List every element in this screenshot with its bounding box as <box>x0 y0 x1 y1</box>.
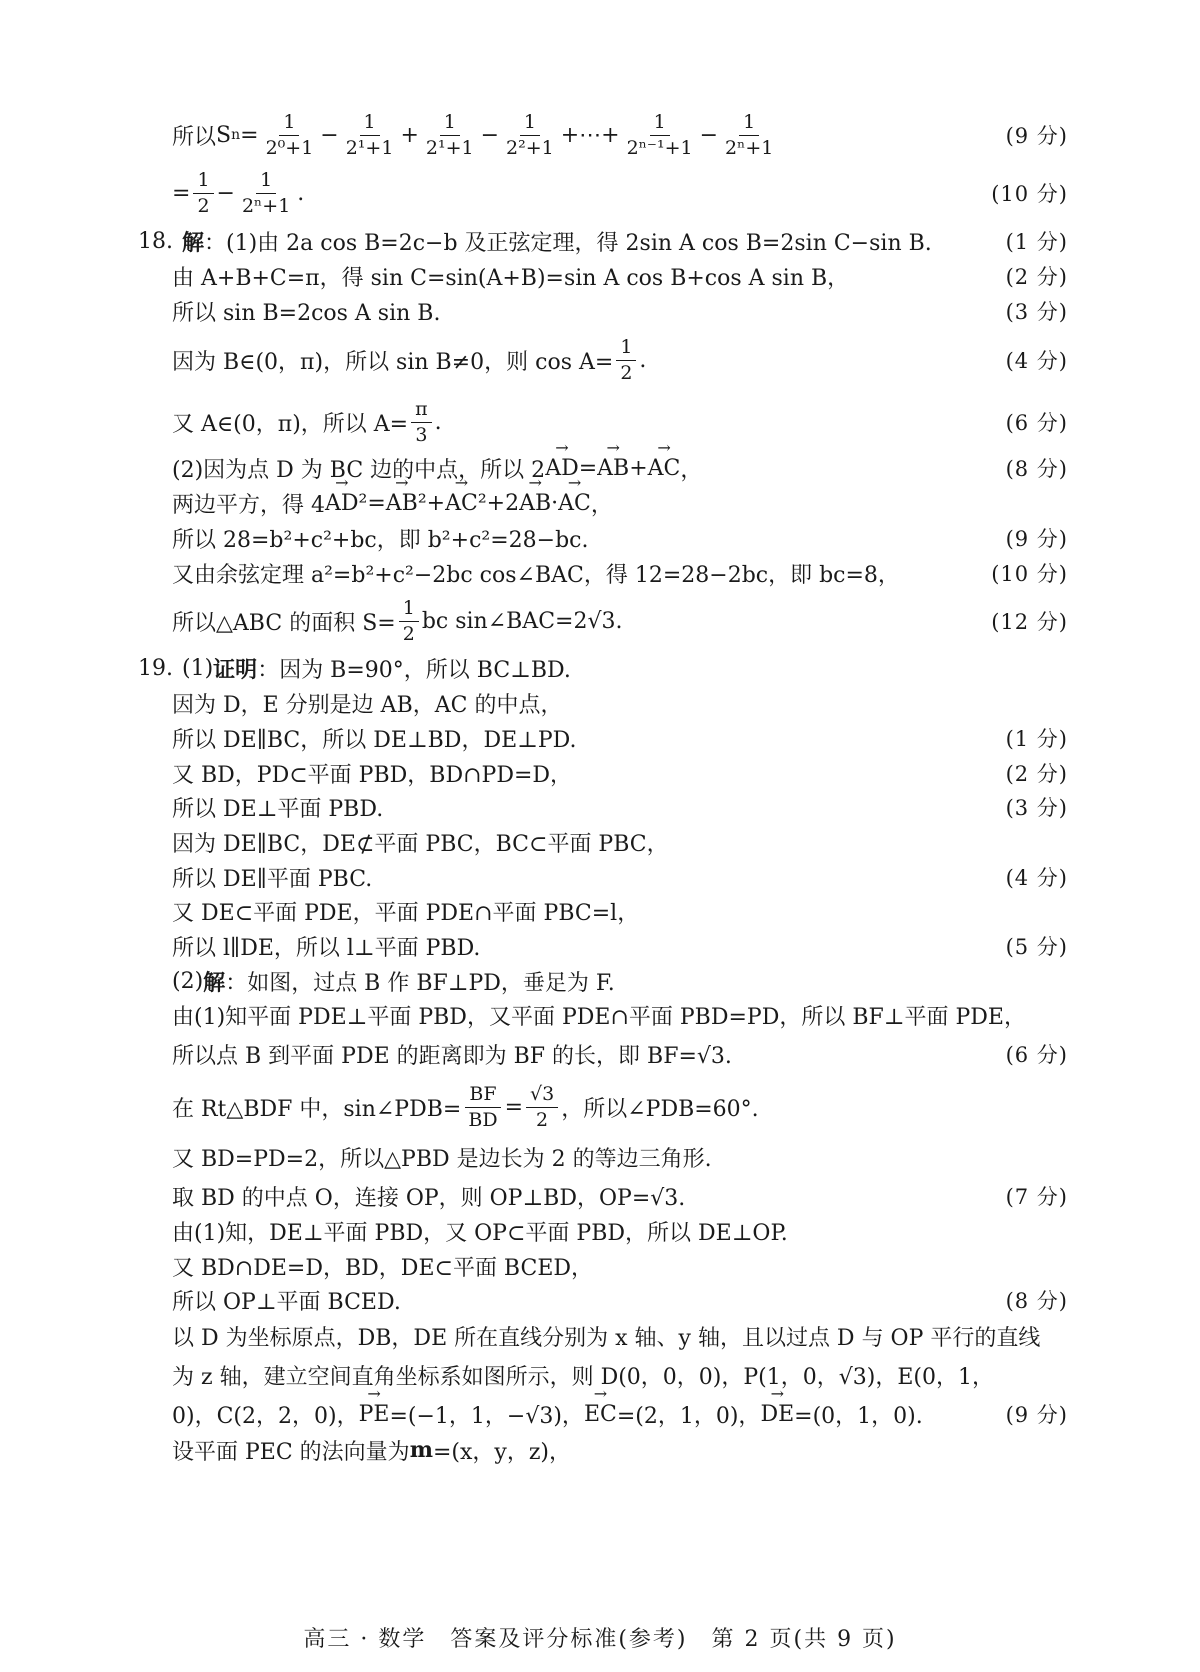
text-line <box>0 1394 1200 1434</box>
text-run: ，所以∠PDB=60°. <box>561 1096 759 1122</box>
text-run: 所以△ABC 的面积 S= <box>172 610 396 636</box>
text-run: bc sin∠BAC=2√3. <box>421 608 623 634</box>
line-text <box>172 1176 685 1216</box>
text-run: 以 D 为坐标原点，DB，DE 所在直线分别为 x 轴、y 轴，且以过点 D 与 OP 平行的直线 <box>172 1325 1041 1351</box>
text-run: 又 A∈(0，π)，所以 A= <box>172 411 409 437</box>
line-text <box>172 787 383 827</box>
text-line <box>0 1430 1200 1470</box>
score-mark: (1 分) <box>1005 230 1068 254</box>
fraction <box>342 112 398 159</box>
line-text <box>172 596 623 645</box>
text-line <box>0 335 1200 384</box>
line-text <box>172 1137 712 1177</box>
fraction <box>399 598 419 645</box>
score-mark: (7 分) <box>1005 1185 1068 1209</box>
text-run: 所以 DE∥BC，所以 DE⊥BD，DE⊥PD. <box>172 727 577 753</box>
denominator: 3 <box>415 423 428 446</box>
vector: → DE <box>760 1402 794 1427</box>
vector: → EC <box>584 1402 617 1427</box>
text-line <box>0 995 1200 1035</box>
score-mark: (12 分) <box>991 610 1068 634</box>
text-line <box>0 1280 1200 1320</box>
fraction <box>526 1084 558 1131</box>
text-run: =(x，y，z)， <box>432 1439 571 1465</box>
line-text <box>172 891 639 931</box>
line-text <box>172 1211 788 1251</box>
score-mark: (8 分) <box>1005 1289 1068 1313</box>
numerator: 1 <box>616 337 636 361</box>
text-run: 由(1)知平面 PDE⊥平面 PBD，又平面 PDE∩平面 PBD=PD，所以 BF⊥平面 PDE， <box>172 1004 1026 1030</box>
text-run: =(−1，1，−√3)， <box>389 1403 584 1429</box>
numerator: 1 <box>399 598 419 622</box>
text-run: ²= <box>358 490 386 516</box>
vector: → AD <box>545 456 579 481</box>
line-text <box>172 1430 571 1470</box>
vector: → AC <box>445 491 478 516</box>
fraction <box>464 1084 501 1131</box>
text-run: + <box>629 455 648 481</box>
text-run: = <box>240 122 259 148</box>
denominator: 2 <box>197 194 210 217</box>
denominator: 2ⁿ⁻¹+1 <box>626 136 693 159</box>
text-run: S <box>216 122 232 148</box>
fraction <box>721 112 777 159</box>
line-text <box>172 518 588 558</box>
text-line <box>0 1137 1200 1177</box>
numerator: 1 <box>256 170 276 194</box>
line-text <box>172 1082 759 1131</box>
score-mark: (10 分) <box>991 182 1068 206</box>
vector: → AC <box>558 491 591 516</box>
line-text <box>172 822 669 862</box>
text-run: 又 BD∩DE=D，BD，DE⊂平面 BCED， <box>172 1255 594 1281</box>
text-run: 所以 DE∥平面 PBC. <box>172 866 373 892</box>
text-run: 两边平方，得 4 <box>172 492 325 518</box>
text-run: 0)，C(2，2，0)， <box>172 1403 359 1429</box>
text-line <box>0 891 1200 931</box>
text-line <box>0 397 1200 446</box>
text-run: 由(1)知，DE⊥平面 PBD，又 OP⊂平面 PBD，所以 DE⊥OP. <box>172 1220 788 1246</box>
denominator: 2 <box>402 622 415 645</box>
fraction <box>623 112 697 159</box>
numerator: 1 <box>440 112 460 136</box>
text-run: . <box>639 347 647 373</box>
vector: → AC <box>648 456 681 481</box>
text-line <box>0 1034 1200 1074</box>
score-mark: (9 分) <box>1005 124 1068 148</box>
text-run: 在 Rt△BDF 中，sin∠PDB= <box>172 1096 462 1122</box>
numerator: 1 <box>520 112 540 136</box>
text-run: = <box>504 1094 523 1120</box>
text-run: (2) <box>172 968 204 994</box>
text-run: ²+2 <box>477 490 520 516</box>
score-mark: (6 分) <box>1005 1043 1068 1067</box>
text-run: · <box>551 490 559 516</box>
text-run: (1) <box>182 655 214 681</box>
text-line <box>0 553 1200 593</box>
line-text <box>172 683 562 723</box>
score-mark: (8 分) <box>1005 457 1068 481</box>
text-run: ， <box>680 457 703 483</box>
text-run: 因为 DE∥BC，DE⊄平面 PBC，BC⊂平面 PBC， <box>172 831 669 857</box>
denominator: 2 <box>536 1108 549 1131</box>
bold-label: 证明 <box>213 656 258 683</box>
line-text <box>172 291 440 331</box>
score-mark: (1 分) <box>1005 727 1068 751</box>
text-run: 因为 B∈(0，π)，所以 sin B≠0，则 cos A= <box>172 349 614 375</box>
fraction <box>616 337 636 384</box>
vector: → AB <box>386 491 418 516</box>
score-mark: (4 分) <box>1005 866 1068 890</box>
line-text <box>172 335 647 384</box>
text-run: 又由余弦定理 a²=b²+c²−2bc cos∠BAC，得 12=28−2bc，即 bc=8， <box>172 562 900 588</box>
text-line <box>0 483 1200 523</box>
denominator: 2ⁿ+1 <box>725 136 774 159</box>
text-run: − <box>699 122 719 148</box>
text-line <box>0 1316 1200 1356</box>
text-run: ：(1)由 2a cos B=2c−b 及正弦定理，得 2sin A cos B=2sin C−sin B. <box>204 230 932 256</box>
text-line <box>0 683 1200 723</box>
text-run: 设平面 PEC 的法向量为 <box>172 1439 410 1465</box>
text-run: ：如图，过点 B 作 BF⊥PD，垂足为 F. <box>225 970 615 996</box>
page-footer: 高三 · 数学 答案及评分标准(参考) 第 2 页(共 9 页) <box>303 1627 897 1652</box>
bold-label: m <box>409 1437 433 1463</box>
score-mark: (2 分) <box>1005 762 1068 786</box>
line-text <box>172 168 305 217</box>
text-line <box>0 1176 1200 1216</box>
text-line <box>0 168 1200 217</box>
line-text <box>172 1394 923 1434</box>
text-run: 所以 l∥DE，所以 l⊥平面 PBD. <box>172 935 481 961</box>
text-line <box>0 518 1200 558</box>
text-run: − <box>480 122 500 148</box>
fraction <box>411 399 432 446</box>
text-run: 所以 DE⊥平面 PBD. <box>172 796 384 822</box>
numerator: π <box>411 399 432 423</box>
text-line <box>0 1082 1200 1131</box>
fraction <box>422 112 478 159</box>
denominator: 2ⁿ+1 <box>241 194 291 217</box>
score-mark: (9 分) <box>1005 527 1068 551</box>
text-run: 所以 OP⊥平面 BCED. <box>172 1289 401 1315</box>
text-line <box>0 448 1200 488</box>
fraction <box>262 112 318 159</box>
text-run: 为 z 轴，建立空间直角坐标系如图所示，则 D(0，0，0)，P(1，0，√3)，E(0，1， <box>172 1364 994 1390</box>
numerator: 1 <box>360 112 380 136</box>
text-run: + <box>400 122 419 148</box>
vector: → AD <box>325 491 359 516</box>
fraction <box>238 170 294 217</box>
numerator: √3 <box>526 1084 558 1108</box>
numerator: 1 <box>193 170 213 194</box>
text-run: = <box>172 180 191 206</box>
text-run: ， <box>590 492 613 518</box>
score-mark: (5 分) <box>1005 935 1068 959</box>
vector: → AB <box>519 491 551 516</box>
vector: → PE <box>359 1402 390 1427</box>
text-run: 又 DE⊂平面 PDE，平面 PDE∩平面 PBC=l， <box>172 900 640 926</box>
text-run: (2)因为点 D 为 BC 边的中点，所以 2 <box>172 457 546 483</box>
text-run: . <box>434 409 442 435</box>
text-run: − <box>320 122 339 148</box>
line-text <box>182 648 571 688</box>
text-run: =(0，1，0). <box>794 1403 923 1429</box>
line-text <box>172 110 780 159</box>
denominator: 2²+1 <box>506 136 554 159</box>
score-mark: (3 分) <box>1005 300 1068 324</box>
line-text <box>172 718 577 758</box>
vector: → AB <box>597 456 629 481</box>
text-line <box>0 648 1200 688</box>
bold-label: 解 <box>203 969 226 996</box>
numerator: BF <box>465 1084 500 1108</box>
text-line <box>0 822 1200 862</box>
text-run: 因为 D，E 分别是边 AB，AC 的中点， <box>172 692 563 718</box>
numerator: 1 <box>739 112 759 136</box>
score-mark: (10 分) <box>991 562 1068 586</box>
text-line <box>0 291 1200 331</box>
denominator: BD <box>468 1108 498 1131</box>
text-run: +⋯+ <box>560 122 620 148</box>
line-text <box>172 1280 401 1320</box>
fraction <box>502 112 558 159</box>
line-text <box>172 995 1026 1035</box>
line-text <box>182 221 932 261</box>
text-run: ²+ <box>417 490 446 516</box>
text-line <box>0 787 1200 827</box>
line-text <box>172 448 702 488</box>
score-mark: (9 分) <box>1005 1403 1068 1427</box>
text-run: =(2，1，0)， <box>616 1403 761 1429</box>
text-run: 所以 <box>172 124 217 150</box>
subscript: n <box>231 127 241 143</box>
bold-label: 解 <box>182 229 205 256</box>
denominator: 2¹+1 <box>425 136 474 159</box>
question-number: 18. <box>138 228 173 254</box>
text-line <box>0 926 1200 966</box>
line-text <box>172 553 900 593</box>
numerator: 1 <box>650 112 670 136</box>
score-mark: (6 分) <box>1005 411 1068 435</box>
score-mark: (2 分) <box>1005 265 1068 289</box>
line-text <box>172 926 480 966</box>
text-run: 取 BD 的中点 O，连接 OP，则 OP⊥BD，OP=√3. <box>172 1185 686 1211</box>
text-run: . <box>297 180 305 206</box>
text-line <box>0 718 1200 758</box>
text-line <box>0 256 1200 296</box>
numerator: 1 <box>279 112 299 136</box>
text-run: ：因为 B=90°，所以 BC⊥BD. <box>257 657 571 683</box>
text-line <box>0 596 1200 645</box>
denominator: 2¹+1 <box>345 136 394 159</box>
text-run: 所以 28=b²+c²+bc，即 b²+c²=28−bc. <box>172 527 589 553</box>
text-line <box>0 110 1200 159</box>
score-mark: (3 分) <box>1005 796 1068 820</box>
line-text <box>172 397 442 446</box>
text-line <box>0 221 1200 261</box>
text-run: 所以 sin B=2cos A sin B. <box>172 300 441 326</box>
line-text <box>172 1034 732 1074</box>
line-text <box>172 1316 1040 1356</box>
fraction <box>193 170 213 217</box>
line-text <box>172 483 613 523</box>
text-run: 由 A+B+C=π，得 sin C=sin(A+B)=sin A cos B+cos A sin B， <box>172 265 850 291</box>
text-run: − <box>216 180 235 206</box>
denominator: 2⁰+1 <box>265 136 314 159</box>
denominator: 2 <box>620 361 633 384</box>
text-line <box>0 1211 1200 1251</box>
text-run: 又 BD，PD⊂平面 PBD，BD∩PD=D， <box>172 762 573 788</box>
text-run: 所以点 B 到平面 PDE 的距离即为 BF 的长，即 BF=√3. <box>172 1043 732 1069</box>
question-number: 19. <box>138 655 173 681</box>
score-mark: (4 分) <box>1005 349 1068 373</box>
text-run: = <box>578 455 598 481</box>
line-text <box>172 256 849 296</box>
text-run: 又 BD=PD=2，所以△PBD 是边长为 2 的等边三角形. <box>172 1146 712 1172</box>
